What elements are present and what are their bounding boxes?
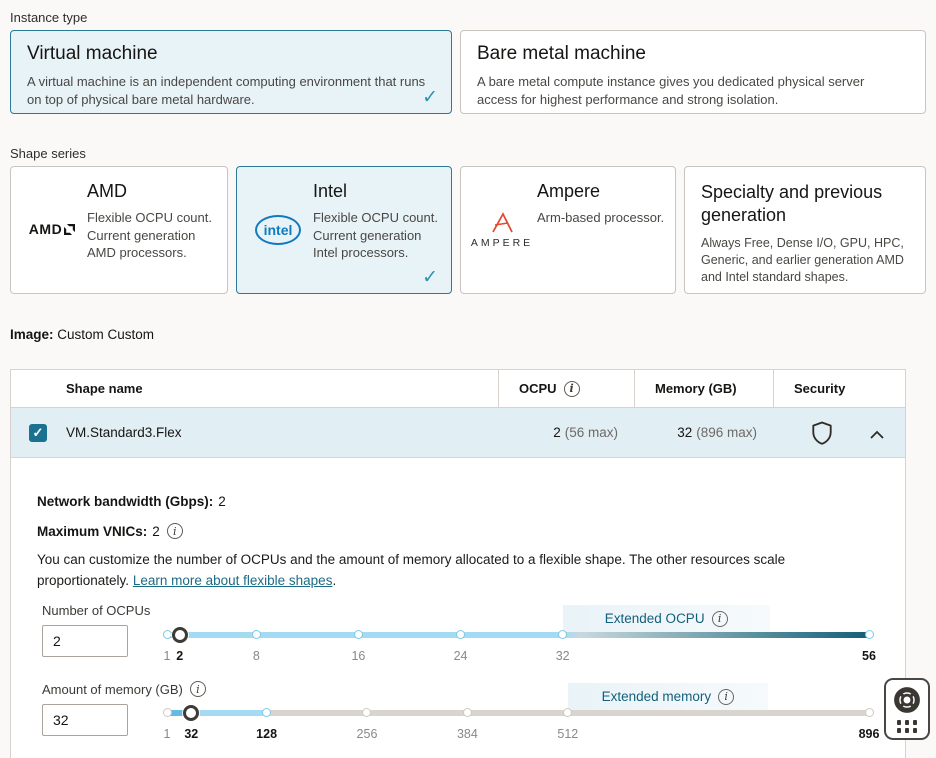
column-header-ocpu: OCPU i xyxy=(498,370,634,407)
image-value: Custom Custom xyxy=(57,327,155,342)
extended-ocpu-label: Extended OCPU i xyxy=(563,605,770,632)
card-description: Flexible OCPU count. Current generation Intel processors. xyxy=(313,210,438,261)
column-header-shape-name: Shape name xyxy=(66,381,143,396)
intel-logo: intel xyxy=(249,215,307,245)
collapse-row-button[interactable] xyxy=(869,428,885,443)
memory-slider xyxy=(163,681,880,753)
slider-tick-label: 56 xyxy=(862,649,876,664)
slider-track[interactable] xyxy=(167,632,869,638)
slider-tick-dot xyxy=(865,630,874,639)
slider-tick-label: 32 xyxy=(184,727,199,742)
slider-tick-label: 8 xyxy=(252,649,260,664)
table-header-row xyxy=(11,370,905,408)
slider-tick-label: 512 xyxy=(557,727,579,742)
slider-tick-dot xyxy=(558,630,567,639)
instance-type-card-virtual-machine[interactable] xyxy=(10,30,452,114)
shape-series-card-intel[interactable] xyxy=(236,166,452,294)
slider-tick-dot xyxy=(865,708,874,717)
card-title: Specialty and previous generation xyxy=(701,182,883,225)
slider-tick-label: 2 xyxy=(176,649,184,664)
image-info-line xyxy=(10,327,154,342)
slider-handle[interactable] xyxy=(172,627,188,643)
slider-tick-dot xyxy=(163,630,172,639)
slider-track[interactable] xyxy=(167,710,869,716)
instance-type-card-bare-metal[interactable] xyxy=(460,30,926,114)
amd-logo: AMD xyxy=(23,221,81,239)
column-header-memory: Memory (GB) xyxy=(634,370,773,407)
card-description: Always Free, Dense I/O, GPU, HPC, Generic, and earlier generation AMD and Intel standard shapes. xyxy=(701,236,904,284)
card-title: Bare metal machine xyxy=(477,43,646,64)
max-vnics-line: Maximum VNICs: 2 i xyxy=(37,523,875,539)
slider-tick-label: 384 xyxy=(456,727,478,742)
shape-series-label: Shape series xyxy=(10,146,86,161)
column-header-security: Security xyxy=(773,370,905,407)
card-description: Arm-based processor. xyxy=(537,210,665,225)
shape-series-card-specialty[interactable] xyxy=(684,166,926,294)
shape-details-panel xyxy=(11,458,905,758)
slider-tick-label: 16 xyxy=(351,649,366,664)
ampere-logo: AMPERE xyxy=(473,211,531,249)
learn-more-link[interactable]: Learn more about flexible shapes xyxy=(132,573,333,589)
memory-field-label: Amount of memory (GB) i xyxy=(42,681,172,697)
card-title: Intel xyxy=(313,181,348,201)
card-description: Flexible OCPU count. Current generation AMD processors. xyxy=(87,210,212,261)
shape-series-card-ampere[interactable] xyxy=(460,166,676,294)
slider-handle[interactable] xyxy=(183,705,199,721)
slider-tick-label: 32 xyxy=(555,649,570,664)
slider-tick-dot xyxy=(456,630,465,639)
slider-tick-label: 896 xyxy=(858,727,880,742)
image-label: Image: xyxy=(10,327,54,342)
card-title: Virtual machine xyxy=(27,43,158,64)
selected-check-icon xyxy=(422,86,438,109)
slider-tick-dot xyxy=(262,708,271,717)
slider-tick-label: 1 xyxy=(163,649,171,664)
security-cell xyxy=(773,408,905,457)
slider-tick-label: 24 xyxy=(453,649,468,664)
shape-table xyxy=(10,369,906,758)
slider-tick-labels xyxy=(163,649,876,665)
slider-tick-dot xyxy=(354,630,363,639)
shape-series-card-amd[interactable] xyxy=(10,166,228,294)
slider-tick-dot xyxy=(463,708,472,717)
dots-grid-icon xyxy=(897,720,918,733)
slider-tick-label: 1 xyxy=(163,727,171,742)
ampere-a-mark xyxy=(482,211,522,235)
flexible-shape-description: You can customize the number of OCPUs and the amount of memory allocated to a flexible shape. The other resources scale proportionately. Learn more about flexible shapes. xyxy=(37,552,786,589)
selected-check-icon xyxy=(422,266,438,289)
ocpu-input[interactable] xyxy=(42,625,128,657)
card-title: AMD xyxy=(87,181,127,201)
slider-tick-label: 128 xyxy=(256,727,278,742)
info-icon[interactable] xyxy=(167,523,183,539)
extended-memory-label: Extended memory i xyxy=(568,683,768,710)
shield-icon xyxy=(811,421,833,445)
memory-input[interactable] xyxy=(42,704,128,736)
memory-cell: 32 (896 max) xyxy=(677,425,757,440)
ocpu-slider xyxy=(163,603,876,675)
memory-slider-row xyxy=(37,681,880,753)
slider-tick-labels xyxy=(163,727,880,743)
info-icon[interactable] xyxy=(712,611,728,627)
slider-tick-dot xyxy=(163,708,172,717)
network-bandwidth-line: Network bandwidth (Gbps): 2 xyxy=(37,494,226,509)
help-widget-button[interactable] xyxy=(884,678,930,740)
ocpu-cell: 2 (56 max) xyxy=(553,425,618,440)
row-checkbox[interactable] xyxy=(29,424,47,442)
card-description: A virtual machine is an independent computing environment that runs on top of physical bare metal hardware. xyxy=(27,74,426,108)
chevron-up-icon xyxy=(869,430,885,440)
slider-tick-label: 256 xyxy=(356,727,378,742)
ocpu-slider-row xyxy=(37,603,875,675)
slider-tick-dot xyxy=(252,630,261,639)
table-row[interactable] xyxy=(11,408,905,458)
ocpu-field-label: Number of OCPUs xyxy=(42,603,151,619)
instance-type-label: Instance type xyxy=(10,10,88,25)
shape-name-cell xyxy=(11,424,498,442)
amd-arrow-mark xyxy=(64,224,75,235)
card-description: A bare metal compute instance gives you dedicated physical server access for highest performance and strong isolation. xyxy=(477,74,865,108)
info-icon[interactable] xyxy=(718,689,734,705)
life-buoy-icon xyxy=(892,685,922,715)
card-title: Ampere xyxy=(537,181,601,201)
shape-name: VM.Standard3.Flex xyxy=(66,425,182,440)
info-icon[interactable] xyxy=(564,381,580,397)
slider-tick-dot xyxy=(563,708,572,717)
